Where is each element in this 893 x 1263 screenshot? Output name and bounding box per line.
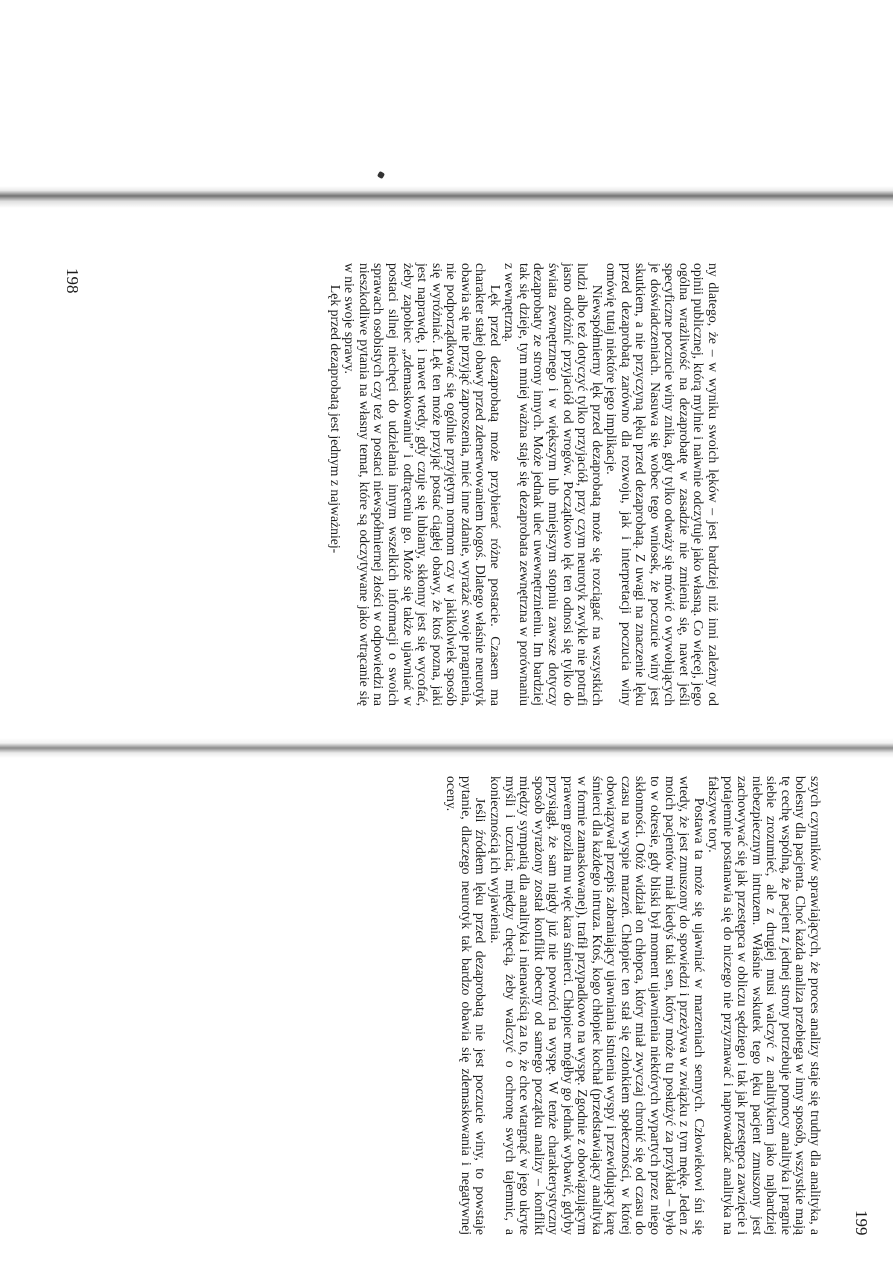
page-number: 199 <box>852 1210 871 1236</box>
page-199-text <box>444 776 822 1235</box>
page-number: 198 <box>63 268 82 294</box>
paragraph: Jeśli źródłem lęku przed dezaprobatą nie jest poczucie winy, to powstaje pytanie, dlaczego neurotyk tak bardzo obawia się zdemaskowania i negatywnej oceny. <box>444 776 489 1235</box>
page-edge-shadow <box>0 738 893 758</box>
binding-shadow <box>0 186 893 208</box>
paragraph: Lęk przed dezaprobatą może przybierać różne postacie. Czasem ma charakter stałej obawy przed zdenerwowaniem kogoś. Dlatego właśnie neurotyk obawia się nie przyjąć zaproszenia, mieć inne zdanie, wyrażać swoje pragnienia, nie podporządkować się ogólnie przyjętym normom czy w jakikolwiek sposób się wyróżniać. Lęk ten może przyjąć postać ciągłej obawy, że ktoś pozna, jaki jest naprawdę, i nawet wtedy, gdy czuje się lubiany, skłonny jest się wycofać, żeby zapobiec „zdemaskowaniu” i odtrąceniu go. Może się także ujawniać w postaci silnej niechęci do udzielania innym wszelkich informacji o swoich sprawach osobistych czy też w postaci niewspółmiernej złości w odpowiedzi na nieszkodliwe pytania na własny temat, które są odczytywane jako wtrącanie się w nie swoje sprawy. <box>342 263 503 706</box>
page-198-text <box>327 263 720 706</box>
paragraph: Postawa ta może się ujawniać w marzeniach sennych. Człowiekowi śni się wtedy, że jest zmuszony do spowiedzi i przeżywa w związku z tym mękę. Jeden z moich pacjentów miał kiedyś taki sen, który może tu posłużyć za przykład – było to w okresie, gdy bliski był moment ujawnienia niektórych wypartych przez niego skłonności. Otóż widział on chłopca, który miał zwyczaj chronić się od czasu do czasu na wyspie marzeń. Chłopiec ten stał się członkiem społeczności, w której obowiązywał przepis zabraniający ujawniania istnienia wyspy i przewidujący karę śmierci dla każdego intruza. Ktoś, kogo chłopiec kochał (przedstawiający analityka w formie zamaskowanej), trafił przypadkowo na wyspę. Zgodnie z obowiązującym prawem groziła mu więc kara śmierci. Chłopiec mógłby go jednak wybawić, gdyby przysiągł, że sam nigdy już nie powróci na wyspę. W tenże charakterystyczny sposób wyrażony został konflikt obecny od samego początku analizy – konflikt między sympatią dla analityka i nienawiścią za to, że chce wtargnąć w jego ukryte myśli i uczucia; między chęcią, żeby walczyć o ochronę swych tajemnic, a koniecznością ich wyjawienia. <box>487 776 707 1235</box>
paragraph: Niewspółmierny lęk przed dezaprobatą może się rozciągać na wszystkich ludzi albo też dotyczyć tylko przyjaciół, przy czym neurotyk zwykle nie potrafi jasno odróżnić przyjaciół od wrogów. Początkowo lęk ten odnosi się tylko do świata zewnętrznego i w większym lub mniejszym stopniu zawsze dotyczy dezaprobaty ze strony innych. Może jednak ulec uwewnętrznieniu. Im bardziej tak się dzieje, tym mniej ważna staje się dezaprobata zewnętrzna w porównaniu z wewnętrzną. <box>502 263 605 706</box>
paragraph: Lęk przed dezaprobatą jest jednym z najważniej- <box>327 284 343 554</box>
paragraph: ny dlatego, że – w wyniku swoich lęków – jest bardziej niż inni zależny od opinii publicznej, którą mylnie i naiwnie odczytuje jako własną. Co więcej, jego ogólna wrażliwość na dezaprobatę w zasadzie nie zmienia się, nawet jeśli specyficzne poczucie winy znika, gdy tylko odważy się mówić o wywołujących je doświadczeniach. Nasuwa się wobec tego wniosek, że poczucie winy jest skutkiem, a nie przyczyną lęku przed dezaprobatą. Z uwagi na znaczenie lęku przed dezaprobatą zarówno dla rozwoju, jak i interpretacji poczucia winy omówię tutaj niektóre jego implikacje. <box>604 263 721 706</box>
scan-speck <box>377 171 385 179</box>
paragraph: szych czynników sprawiających, że proces analizy staje się trudny dla analityka, a bolesny dla pacjenta. Choć każda analiza przebiega w inny sposób, wszystkie mają tę cechę wspólną, że pacjent z jednej strony potrzebuje pomocy analityka i pragnie siebie zrozumieć, ale z drugiej musi walczyć z analitykiem jako najbardziej niebezpiecznym intruzem. Właśnie wskutek tego lęku pacjent zmuszony jest zachowywać się jak przestępca w obliczu sędziego i tak jak przestępca zawzięcie i potajemnie postanawia się do niczego nie przyznawać i naprowadzać analityka na fałszywe tory. <box>706 776 823 1235</box>
